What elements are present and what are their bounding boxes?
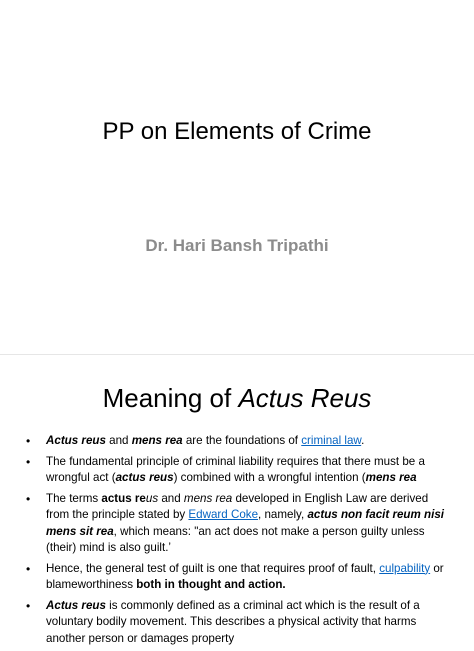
text: us bbox=[145, 491, 159, 505]
bullet-item bbox=[22, 454, 448, 487]
text: , which means: "an act does not make a person guilty unless (their) mind is also guilt.’ bbox=[46, 524, 425, 554]
text: ) combined with a wrongful intention ( bbox=[173, 471, 366, 484]
text: developed in English Law are derived from the principle stated by bbox=[46, 491, 429, 521]
content-slide bbox=[0, 355, 474, 645]
text: . bbox=[361, 434, 365, 447]
term-mens-rea: mens rea bbox=[131, 434, 183, 447]
content-slide-title bbox=[0, 383, 474, 414]
latin-maxim: actus non facit reum nisi mens sit rea bbox=[46, 508, 445, 538]
bullet-item bbox=[22, 598, 448, 648]
edward-coke-link[interactable]: Edward Coke bbox=[188, 508, 259, 521]
term-actus-reus: actus reus bbox=[115, 471, 174, 484]
text: The terms bbox=[46, 491, 102, 505]
term-actus-reus: Actus reus bbox=[46, 434, 106, 447]
text: Hence, the general test of guilt is one that requires proof of fault, bbox=[46, 561, 380, 575]
criminal-law-link[interactable]: criminal law bbox=[301, 434, 362, 447]
bullet-dot: • bbox=[26, 598, 31, 613]
slide-title: PP on Elements of Crime bbox=[102, 118, 372, 145]
bullet-dot: • bbox=[26, 491, 31, 506]
text: and bbox=[158, 491, 184, 505]
slide-author: Dr. Hari Bansh Tripathi bbox=[145, 236, 329, 255]
bullet-item bbox=[22, 491, 448, 557]
term-actus-reus: Actus reus bbox=[46, 598, 106, 612]
culpability-link[interactable]: culpability bbox=[379, 561, 431, 575]
bullet-item bbox=[22, 433, 448, 450]
text: , namely, bbox=[258, 508, 308, 521]
text: or blameworthiness bbox=[46, 561, 444, 591]
text: is commonly defined as a criminal act which is the result of a voluntary bodily movement. This describes a physical activity that harms another person or damages property bbox=[46, 598, 420, 645]
text: The fundamental principle of criminal liability requires that there must be a wrongful act ( bbox=[46, 454, 425, 484]
bullet-dot: • bbox=[26, 454, 31, 469]
bullet-dot: • bbox=[26, 434, 31, 448]
term-mens-rea: mens rea bbox=[183, 491, 233, 505]
title-italic: Actus Reus bbox=[238, 383, 372, 413]
bullet-list bbox=[22, 433, 448, 651]
bullet-item bbox=[22, 561, 448, 594]
emphasis: both in thought and action. bbox=[136, 578, 286, 591]
bullet-dot: • bbox=[26, 561, 31, 576]
text: and bbox=[105, 434, 132, 447]
title-prefix: Meaning of bbox=[102, 383, 239, 413]
term-mens-rea: mens rea bbox=[365, 471, 417, 484]
text: are the foundations of bbox=[182, 434, 302, 447]
term-actus-re: actus re bbox=[101, 491, 146, 505]
